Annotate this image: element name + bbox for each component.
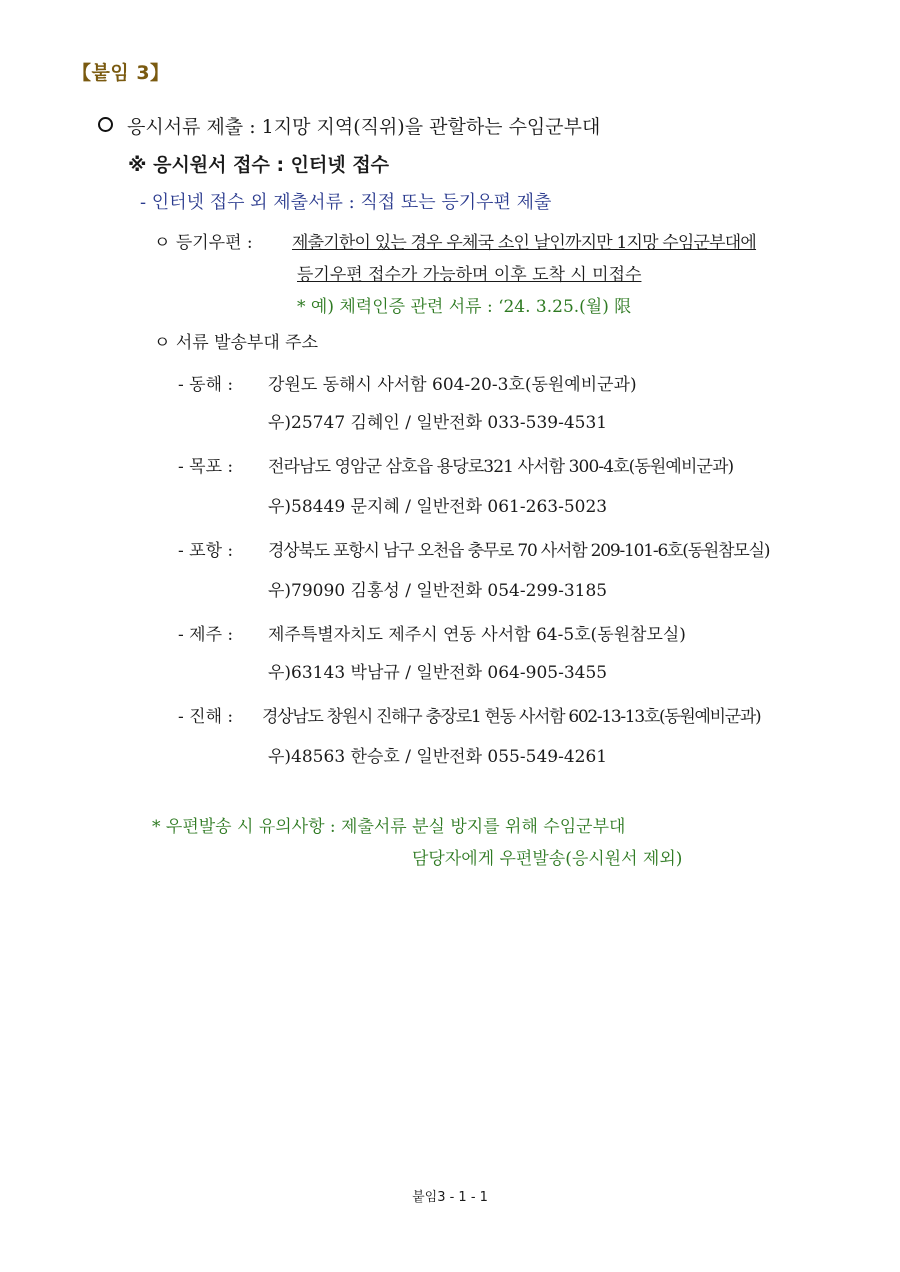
region-label-donghae: - 동해 : [178,375,234,395]
contact-pohang: 우)79090 김홍성 / 일반전화 054-299-3185 [268,581,608,601]
attachment-heading: 【붙임 3】 [72,62,170,84]
page-number: 붙임3 - 1 - 1 [412,1190,488,1205]
section-title: 응시서류 제출 : 1지망 지역(직위)을 관할하는 수임군부대 [127,116,601,138]
section-title-line [98,112,600,139]
region-label-jinhae: - 진해 : [178,707,234,727]
address-detail-pohang: 경상북도 포항시 남구 오천읍 충무로 70 사서함 209-101-6호(동원참모실) [268,541,770,561]
address-section-label: ㅇ 서류 발송부대 주소 [154,333,319,353]
mailing-caution-line2: 담당자에게 우편발송(응시원서 제외) [412,849,683,869]
address-detail-mokpo: 전라남도 영암군 삼호읍 용당로321 사서함 300-4호(동원예비군과) [268,457,734,477]
address-detail-jeju: 제주특별자치도 제주시 연동 사서함 64-5호(동원참모실) [268,625,686,645]
contact-jeju: 우)63143 박남규 / 일반전화 064-905-3455 [268,663,608,683]
address-detail-jinhae: 경상남도 창원시 진해구 충장로1 현동 사서함 602-13-13호(동원예비군과) [262,707,761,727]
address-detail-donghae: 강원도 동해시 사서함 604-20-3호(동원예비군과) [268,375,637,395]
internet-submission-line: - 인터넷 접수 외 제출서류 : 직접 또는 등기우편 제출 [140,192,552,213]
contact-donghae: 우)25747 김혜인 / 일반전화 033-539-4531 [268,413,608,433]
application-note: ※ 응시원서 접수 : 인터넷 접수 [128,154,390,176]
circle-bullet-icon [98,117,113,132]
registered-mail-line1: 제출기한이 있는 경우 우체국 소인 날인까지만 1지망 수임군부대에 [292,233,757,253]
contact-mokpo: 우)58449 문지혜 / 일반전화 061-263-5023 [268,497,608,517]
registered-mail-line2: 등기우편 접수가 가능하며 이후 도착 시 미접수 [297,265,642,285]
region-label-jeju: - 제주 : [178,625,234,645]
region-label-pohang: - 포항 : [178,541,234,561]
contact-jinhae: 우)48563 한승호 / 일반전화 055-549-4261 [268,747,608,767]
region-label-mokpo: - 목포 : [178,457,234,477]
registered-mail-label: ㅇ 등기우편 : [154,233,253,253]
registered-mail-example: * 예) 체력인증 관련 서류 : ‘24. 3.25.(월) 限 [297,297,632,317]
mailing-caution-line1: * 우편발송 시 유의사항 : 제출서류 분실 방지를 위해 수임군부대 [152,817,626,837]
